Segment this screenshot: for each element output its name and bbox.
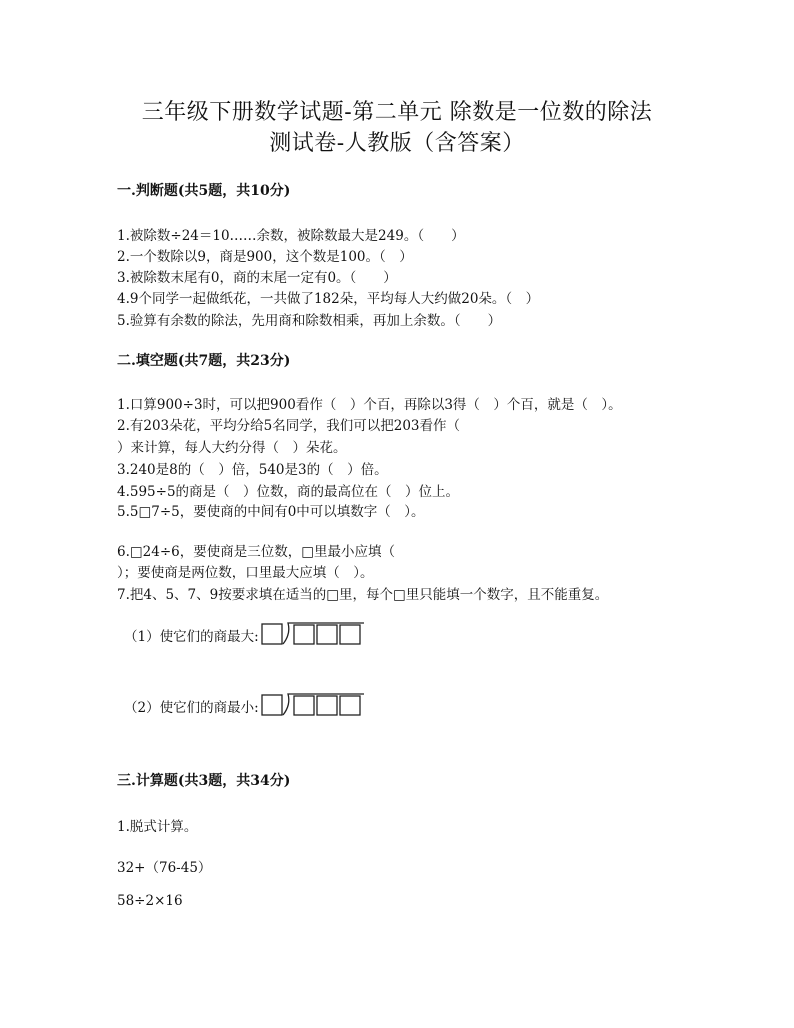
section2-item-3: 3.240是8的（ ）倍，540是3的（ ）倍。	[117, 462, 388, 478]
division-bracket	[283, 694, 364, 715]
division-bracket	[283, 623, 364, 644]
division-row-min	[124, 693, 365, 719]
long-division-boxes-min	[261, 693, 365, 719]
section2-item-6a: 6.□24÷6，要使商是三位数，□里最小应填（	[117, 544, 395, 560]
section2-item-6b: ）；要使商是两位数，口里最大应填（ ）。	[117, 565, 374, 581]
section3-expr-2: 58÷2×16	[117, 893, 183, 909]
section2-item-2a: 2.有203朵花，平均分给5名同学，我们可以把203看作（	[117, 418, 461, 434]
title-line-1: 三年级下册数学试题-第二单元 除数是一位数的除法	[141, 100, 653, 125]
section1-item-2: 2.一个数除以9，商是900，这个数是100。（ ）	[117, 249, 413, 265]
dividend-box-1	[294, 696, 314, 715]
section3-item-1: 1.脱式计算。	[117, 819, 198, 835]
divisor-box	[262, 695, 282, 715]
dividend-box-2	[317, 625, 337, 644]
section2-item-7: 7.把4、5、7、9按要求填在适当的□里，每个□里只能填一个数字，且不能重复。	[117, 587, 609, 603]
section2-item-2b: ）来计算，每人大约分得（ ）朵花。	[117, 440, 347, 456]
section2-item-1: 1.口算900÷3时，可以把900看作（ ）个百，再除以3得（ ）个百，就是（ ）。	[117, 397, 622, 413]
section1-heading: 一.判断题(共5题，共10分)	[117, 183, 291, 199]
section2-heading: 二.填空题(共7题，共23分)	[117, 353, 291, 369]
division-row-max-label: （1）使它们的商最大:	[124, 629, 259, 645]
dividend-box-3	[340, 696, 360, 715]
section2-item-5: 5.5□7÷5，要使商的中间有0中可以填数字（ ）。	[117, 504, 425, 520]
title-line-2: 测试卷-人教版（含答案）	[269, 131, 525, 156]
dividend-box-2	[317, 696, 337, 715]
section2-item-4: 4.595÷5的商是（ ）位数，商的最高位在（ ）位上。	[117, 484, 460, 500]
dividend-box-3	[340, 625, 360, 644]
section1-item-5: 5.验算有余数的除法，先用商和除数相乘，再加上余数。（ ）	[117, 313, 502, 329]
long-division-boxes-max	[261, 622, 365, 648]
section1-item-3: 3.被除数末尾有0，商的末尾一定有0。（ ）	[117, 270, 397, 286]
division-row-max	[124, 622, 365, 648]
section1-item-1: 1.被除数÷24＝10……余数，被除数最大是249。（ ）	[117, 228, 465, 244]
dividend-box-1	[294, 625, 314, 644]
division-row-min-label: （2）使它们的商最小:	[124, 700, 259, 716]
section1-item-4: 4.9个同学一起做纸花，一共做了182朵，平均每人大约做20朵。（ ）	[117, 291, 540, 307]
section3-heading: 三.计算题(共3题，共34分)	[117, 773, 291, 789]
divisor-box	[262, 624, 282, 644]
section3-expr-1: 32+（76-45）	[117, 860, 212, 876]
